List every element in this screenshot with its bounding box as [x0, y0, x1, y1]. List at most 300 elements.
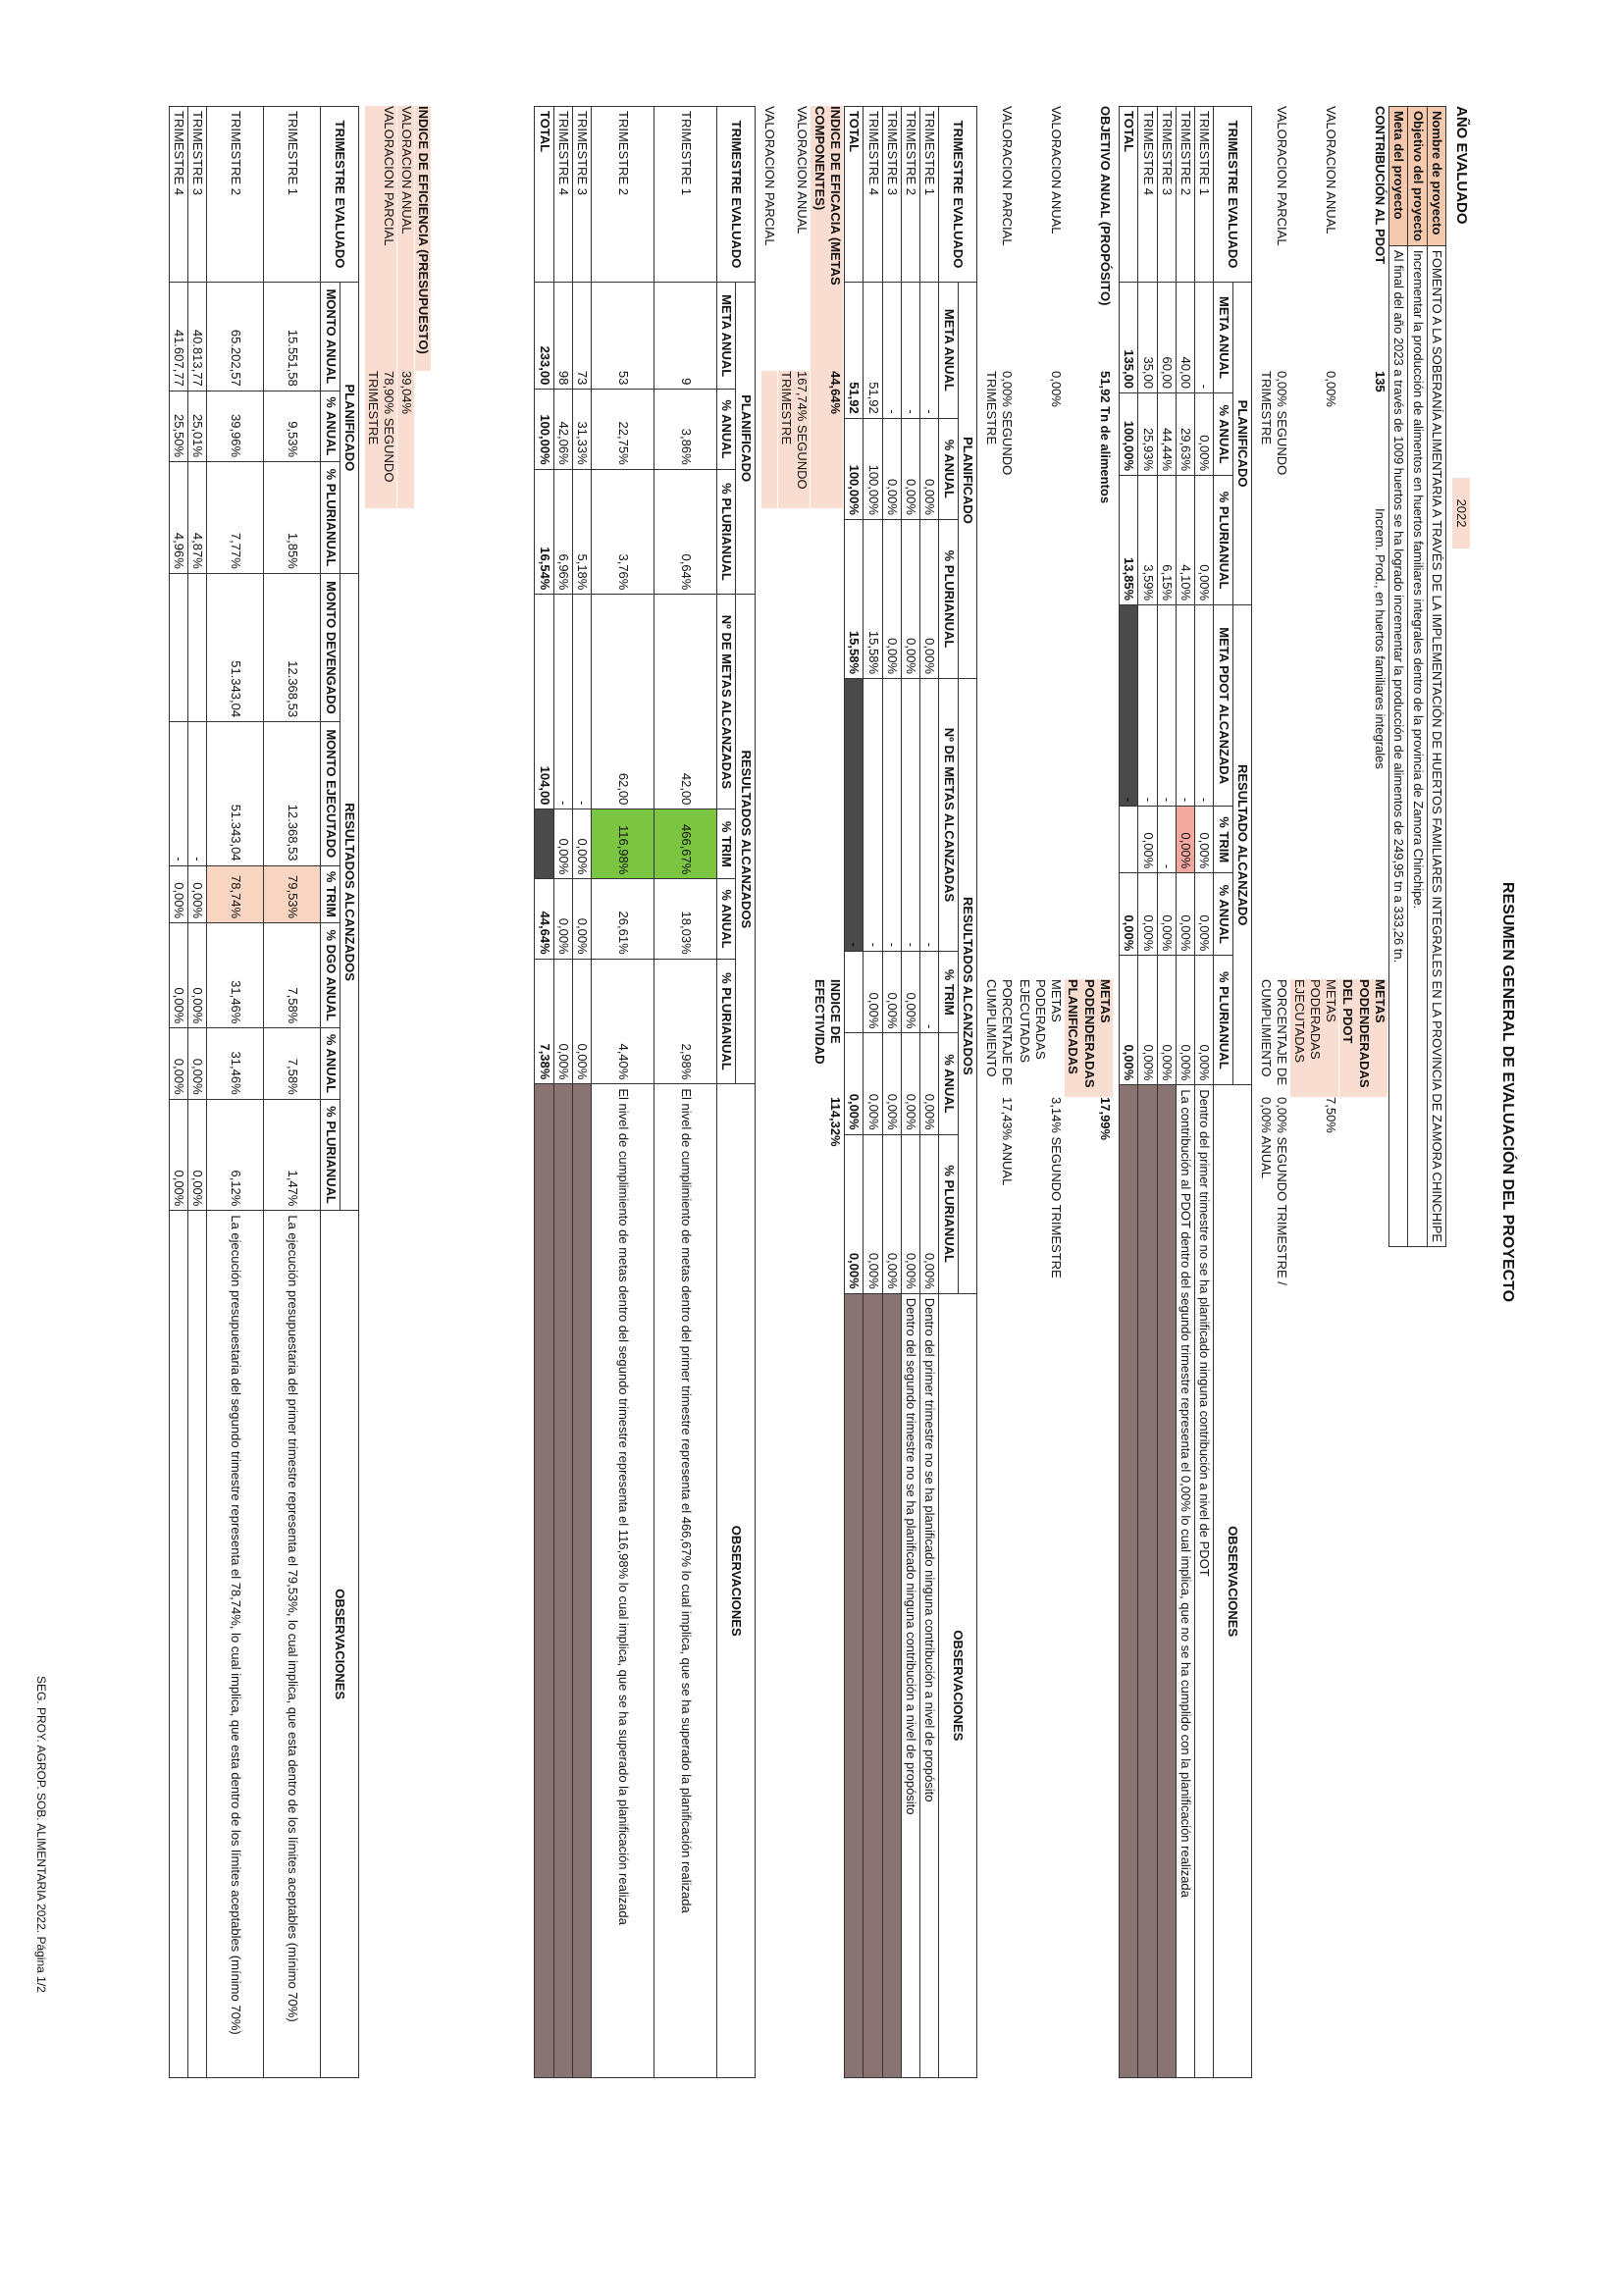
column-header: % TRIM	[717, 809, 736, 879]
table-cell: TRIMESTRE 2	[207, 107, 264, 283]
table-cell: 31,33%	[573, 390, 592, 469]
table-cell: 0,00%	[882, 1033, 901, 1134]
table-cell: La contribución al PDOT dentro del segundo trimestre representa el 0,00% lo cual implica, que no se ha cumplido con la planificación realizada	[1177, 1085, 1195, 2078]
table-row	[902, 107, 920, 2078]
label: OBJETIVO ANUAL (PROPÓSITO)	[1098, 106, 1113, 306]
label: METAS PODENDERADAS PLANIFICADAS	[1065, 979, 1113, 1097]
column-header: % PLURIANUAL	[1214, 956, 1232, 1085]
table-cell: 0,00%	[1138, 873, 1157, 956]
table-cell	[188, 1211, 207, 2078]
table-cell	[1339, 1097, 1387, 1313]
table-cell: 51,92	[845, 283, 864, 419]
table-cell: TRIMESTRE 4	[170, 107, 188, 283]
table-cell	[882, 1293, 901, 2077]
label: 3,14% SEGUNDO TRIMESTRE	[1049, 1097, 1065, 1278]
table-row	[654, 107, 717, 2078]
column-header: % PLURIANUAL	[1214, 476, 1232, 605]
table-cell: 51,92	[864, 283, 882, 419]
table-cell: Dentro del primer trimestre no se ha planificado ninguna contribución a nivel de propósito	[920, 1293, 939, 2077]
table-cell: El nivel de cumplimiento de metas dentro del primer trimestre representa el 466,67% lo cual implica, que se ha superado la planificación realizada	[654, 1084, 717, 2078]
table-cell: 73	[573, 283, 592, 390]
table-cell	[761, 1097, 777, 1313]
table-cell: 0,00%	[188, 923, 207, 1028]
table-cell: 116,98%	[592, 809, 654, 879]
table-cell: 4,96%	[170, 462, 188, 574]
table-cell: 25,50%	[170, 391, 188, 461]
table-cell: 29,63%	[1177, 393, 1195, 476]
column-header: TRIMESTRE EVALUADO	[1214, 107, 1252, 283]
table-row	[553, 107, 572, 2078]
table-row	[170, 107, 188, 2078]
table-cell: 7,38%	[535, 959, 553, 1084]
table-cell: 39,96%	[207, 391, 264, 461]
table-cell	[573, 1084, 592, 2078]
table-cell: 62,00	[592, 595, 654, 809]
table-cell: 42,06%	[553, 390, 572, 469]
eficiencia-table	[169, 106, 359, 2078]
pdot-section	[1119, 106, 1387, 2078]
table-cell: La ejecución presupuestaria del segundo trimestre representa el 78,74%, lo cual implica, que esta dentro de los límites aceptables (mínimo 70%)	[207, 1211, 264, 2078]
table-cell: -	[170, 722, 188, 865]
table-cell: Dentro del primer trimestre no se ha planificado ninguna contribución a nivel de PDOT	[1195, 1085, 1214, 2078]
table-cell	[778, 1097, 811, 1313]
label: VALORACION ANUAL	[398, 106, 414, 371]
table-cell: 100,00%	[845, 418, 864, 519]
label: VALORACION PARCIAL	[365, 106, 397, 371]
column-header: PLANIFICADO	[736, 283, 755, 595]
year-value: 2022	[1452, 478, 1470, 549]
info-key: Meta del proyecto	[1389, 107, 1408, 246]
table-cell	[1157, 1085, 1176, 2078]
objetivo-section	[844, 106, 1113, 2078]
label: INDICE DE EFICACIA (METAS COMPONENTES)	[812, 106, 844, 371]
table-cell	[983, 508, 1016, 979]
table-total-row	[1120, 107, 1138, 2078]
table-cell: 0,00%	[882, 951, 901, 1032]
label: 167,74% SEGUNDO TRIMESTRE	[778, 371, 811, 508]
table-cell	[1138, 1085, 1157, 2078]
column-header: OBSERVACIONES	[939, 1293, 977, 2077]
table-cell	[864, 1293, 882, 2077]
table-cell: 0,00%	[188, 865, 207, 923]
table-cell: 0,00%	[170, 923, 188, 1028]
label: VALORACION PARCIAL	[762, 106, 777, 246]
table-cell: 0,64%	[654, 469, 717, 595]
table-cell: El nivel de cumplimiento de metas dentro del segundo trimestre representa el 116,98% lo cual implica, que se ha superado la planificación realizada	[592, 1084, 654, 2078]
table-cell: 0,00%	[553, 959, 572, 1084]
column-header: META ANUAL	[1214, 283, 1232, 393]
table-cell: 0,00%	[1195, 956, 1214, 1085]
column-header: % ANUAL	[939, 1033, 958, 1134]
table-row	[1195, 107, 1214, 2078]
column-header: % DGO ANUAL	[321, 923, 340, 1028]
column-header: % ANUAL	[939, 418, 958, 519]
column-header: RESULTADO ALCANZADO	[1232, 605, 1251, 1085]
label: VALORACION ANUAL	[1324, 106, 1339, 235]
column-header: PLANIFICADO	[340, 283, 358, 574]
table-total-row	[535, 107, 553, 2078]
table-cell: 1,47%	[264, 1099, 321, 1211]
table-row	[264, 107, 321, 2078]
pdot-summary	[1258, 106, 1387, 2078]
column-header: % PLURIANUAL	[321, 462, 340, 574]
table-cell: -	[920, 283, 939, 419]
table-cell: 53	[592, 283, 654, 390]
column-header: META ANUAL	[939, 283, 958, 419]
table-cell: 0,00%	[573, 959, 592, 1084]
label: 7,50%	[1324, 1097, 1339, 1133]
table-cell: TRIMESTRE 1	[264, 107, 321, 283]
table-cell: 51.343,04	[207, 722, 264, 865]
table-cell: 0,00%	[1120, 873, 1138, 956]
table-cell: 40,00	[1177, 283, 1195, 393]
column-header: Nº DE METAS ALCANZADAS	[717, 595, 736, 809]
table-cell: 7,77%	[207, 462, 264, 574]
table-cell: -	[845, 679, 864, 952]
table-cell: TRIMESTRE 4	[864, 107, 882, 283]
table-cell: -	[1138, 605, 1157, 807]
table-cell: 15,58%	[845, 519, 864, 678]
table-cell	[812, 508, 844, 979]
table-cell: 466,67%	[654, 809, 717, 879]
column-header: TRIMESTRE EVALUADO	[717, 107, 756, 283]
label: 51,92 Tn de alimentos	[1098, 371, 1113, 504]
table-cell: 9	[654, 283, 717, 390]
label: PORCENTAJE DE CUMPLIMIENTO	[984, 979, 1016, 1086]
label: 0,00% SEGUNDO TRIMESTRE	[1259, 371, 1290, 476]
table-cell: TOTAL	[1120, 107, 1138, 283]
pdot-table	[1119, 106, 1252, 2078]
table-row	[1138, 107, 1157, 2078]
table-cell: 16,54%	[535, 469, 553, 595]
label: METAS PODERADAS EJECUTADAS	[1017, 979, 1065, 1063]
table-cell	[170, 573, 188, 721]
column-header: % ANUAL	[717, 390, 736, 469]
table-cell: TRIMESTRE 4	[553, 107, 572, 283]
table-cell: -	[1120, 605, 1138, 807]
column-header: RESULTADOS ALCANZADOS	[736, 595, 755, 1084]
column-header: % PLURIANUAL	[939, 519, 958, 678]
column-header: % PLURIANUAL	[717, 469, 736, 595]
table-cell: 42,00	[654, 595, 717, 809]
table-cell: 0,00%	[188, 1099, 207, 1211]
column-header: % ANUAL	[1214, 873, 1232, 956]
table-cell: TRIMESTRE 3	[573, 107, 592, 283]
table-cell: 0,00%	[1157, 873, 1176, 956]
column-header: % TRIM	[321, 865, 340, 923]
table-cell: 0,00%	[1138, 807, 1157, 873]
column-header: PLANIFICADO	[958, 283, 976, 679]
column-header: OBSERVACIONES	[1214, 1085, 1252, 2078]
table-cell: -	[1157, 807, 1176, 873]
column-header: % ANUAL	[717, 879, 736, 959]
table-cell: -	[1177, 605, 1195, 807]
label	[761, 371, 777, 508]
table-cell: 0,00%	[902, 519, 920, 678]
eficacia-summary	[761, 106, 843, 2078]
label: VALORACION PARCIAL	[1000, 106, 1016, 246]
table-cell: 6,12%	[207, 1099, 264, 1211]
eficiencia-summary	[365, 106, 431, 2078]
table-cell	[535, 1084, 553, 2078]
table-cell: 6,96%	[553, 469, 572, 595]
table-cell: 12.368,53	[264, 722, 321, 865]
label: VALORACION PARCIAL	[1275, 106, 1290, 246]
table-cell: 22,75%	[592, 390, 654, 469]
table-cell: TRIMESTRE 3	[188, 107, 207, 283]
table-cell: 15,58%	[864, 519, 882, 678]
table-cell: -	[902, 679, 920, 952]
table-cell: 13,85%	[1120, 476, 1138, 605]
table-cell: 0,00%	[553, 879, 572, 959]
table-cell: 1,85%	[264, 462, 321, 574]
info-value: FOMENTO A LA SOBERANÍA ALIMENTARIA A TRAVÉS DE LA IMPLEMENTACIÓN DE HUERTOS FAMILIARES INTEGRALES EN LA PROVINCIA DE ZAMORA CHINCHIPE	[1427, 245, 1445, 1246]
table-cell: 100,00%	[1120, 393, 1138, 476]
table-cell	[761, 979, 777, 1097]
table-cell: 15.551,58	[264, 283, 321, 391]
table-cell: 0,00%	[902, 1033, 920, 1134]
table-row	[188, 107, 207, 2078]
table-cell: -	[864, 679, 882, 952]
label: 0,00%	[1324, 371, 1339, 407]
table-cell: -	[553, 595, 572, 809]
table-cell: -	[882, 679, 901, 952]
table-row	[1157, 107, 1176, 2078]
table-cell: 0,00%	[573, 879, 592, 959]
table-cell: 31,46%	[207, 1028, 264, 1099]
table-cell: 0,00%	[1195, 476, 1214, 605]
table-cell: 0,00%	[1177, 873, 1195, 956]
table-cell: 7,58%	[264, 923, 321, 1028]
table-cell: 4,40%	[592, 959, 654, 1084]
column-header: RESULTADOS ALCANZADOS	[340, 573, 358, 1211]
table-cell: 5,18%	[573, 469, 592, 595]
table-row	[1177, 107, 1195, 2078]
label: 114,32%	[828, 1097, 843, 1147]
table-cell: -	[902, 283, 920, 419]
table-cell: 0,00%	[920, 1033, 939, 1134]
table-cell: TRIMESTRE 1	[654, 107, 717, 283]
table-cell: 0,00%	[1120, 956, 1138, 1085]
table-cell: 0,00%	[1157, 956, 1176, 1085]
table-cell	[170, 1211, 188, 2078]
table-row	[864, 107, 882, 2078]
table-cell: 26,61%	[592, 879, 654, 959]
table-cell	[553, 1084, 572, 2078]
table-cell: 0,00%	[1195, 873, 1214, 956]
table-cell: -	[573, 595, 592, 809]
table-cell: 41.607,77	[170, 283, 188, 391]
table-cell: 0,00%	[553, 809, 572, 879]
column-header: PLANIFICADO	[1232, 283, 1251, 605]
label: 0,00%	[1049, 371, 1065, 407]
table-cell: TOTAL	[845, 107, 864, 283]
column-header: Nº DE METAS ALCANZADAS	[939, 679, 958, 952]
table-cell: 6,15%	[1157, 476, 1176, 605]
label: 0,00% SEGUNDO TRIMESTRE	[984, 371, 1016, 476]
table-cell: TRIMESTRE 2	[592, 107, 654, 283]
column-header: RESULTADOS ALCANZADOS	[958, 679, 976, 1294]
table-cell: -	[188, 722, 207, 865]
table-cell: 4,10%	[1177, 476, 1195, 605]
table-cell	[1017, 508, 1065, 979]
column-header: MONTO ANUAL	[321, 283, 340, 391]
table-cell: 0,00%	[920, 1134, 939, 1293]
table-cell: 0,00%	[902, 1134, 920, 1293]
table-cell: 0,00%	[170, 1028, 188, 1099]
table-cell: -	[1195, 283, 1214, 393]
label: METAS PODERADAS EJECUTADAS	[1291, 979, 1339, 1097]
table-cell: -	[920, 951, 939, 1032]
label: PORCENTAJE DE CUMPLIMIENTO	[1259, 979, 1290, 1086]
table-row	[592, 107, 654, 2078]
table-cell: 0,00%	[902, 951, 920, 1032]
table-cell: 0,00%	[573, 809, 592, 879]
page-title: RESUMEN GENERAL DE EVALUACIÓN DEL PROYECTO	[1499, 881, 1516, 1303]
table-cell: 12.368,53	[264, 573, 321, 721]
column-header: % ANUAL	[1214, 393, 1232, 476]
table-cell: 3,86%	[654, 390, 717, 469]
table-cell: 65.202,57	[207, 283, 264, 391]
table-cell: 0,00%	[1138, 956, 1157, 1085]
table-row	[882, 107, 901, 2078]
table-cell: 3,59%	[1138, 476, 1157, 605]
column-header: META PDOT ALCANZADA	[1214, 605, 1232, 807]
table-cell: TRIMESTRE 1	[1195, 107, 1214, 283]
table-cell: 233,00	[535, 283, 553, 390]
label: 17,99%	[1098, 1097, 1113, 1141]
table-cell: Dentro del segundo trimestre no se ha planificado ninguna contribución a nivel de propósito	[902, 1293, 920, 2077]
column-header: META ANUAL	[717, 283, 736, 390]
table-total-row	[845, 107, 864, 2078]
table-cell: 0,00%	[1177, 807, 1195, 873]
label: 44,64%	[812, 371, 844, 508]
table-cell	[778, 508, 811, 979]
table-cell	[1065, 508, 1113, 979]
table-cell: 3,76%	[592, 469, 654, 595]
table-cell: 135,00	[1120, 283, 1138, 393]
table-cell: 0,00%	[882, 1134, 901, 1293]
column-header: % PLURIANUAL	[939, 1134, 958, 1293]
table-cell: 51.343,04	[207, 573, 264, 721]
table-row	[920, 107, 939, 2078]
info-key: Objetivo del proyecto	[1408, 107, 1427, 246]
project-info-table	[1388, 106, 1446, 1247]
table-cell: 0,00%	[920, 519, 939, 678]
table-cell: 2,98%	[654, 959, 717, 1084]
table-cell: 0,00%	[845, 1033, 864, 1134]
label: VALORACION ANUAL	[795, 106, 811, 235]
table-cell: TRIMESTRE 4	[1138, 107, 1157, 283]
table-cell	[778, 979, 811, 1097]
table-cell: 0,00%	[845, 1134, 864, 1293]
objetivo-summary	[983, 106, 1113, 2078]
table-cell: TRIMESTRE 1	[920, 107, 939, 283]
table-cell	[1120, 1085, 1138, 2078]
table-cell	[535, 809, 553, 879]
table-cell: 25,01%	[188, 391, 207, 461]
table-cell: 0,00%	[882, 519, 901, 678]
table-cell: 35,00	[1138, 283, 1157, 393]
label: Increm. Prod., en huertos familiares integrales	[1373, 508, 1387, 769]
page-footer: SEG. PROY. AGROP. SOB. ALIMENTARIA 2022. Página 1/2	[34, 1676, 48, 1993]
eficiencia-section	[169, 106, 431, 2078]
table-cell: TRIMESTRE 2	[1177, 107, 1195, 283]
table-cell: 4,87%	[188, 462, 207, 574]
table-cell	[845, 1293, 864, 2077]
info-value: Al final del año 2023 a través de 1009 huertos se ha logrado incrementar la producción de alimentos de 249,95 tn a 333,26 tn.	[1389, 245, 1408, 1246]
table-cell: 78,74%	[207, 865, 264, 923]
column-header: OBSERVACIONES	[321, 1211, 359, 2078]
table-cell: 100,00%	[535, 390, 553, 469]
eficacia-table	[535, 106, 756, 2078]
column-header: TRIMESTRE EVALUADO	[939, 107, 977, 283]
table-cell: 0,00%	[864, 1134, 882, 1293]
table-row	[207, 107, 264, 2078]
table-cell: TRIMESTRE 2	[902, 107, 920, 283]
eficacia-section	[535, 106, 844, 2078]
table-cell: 0,00%	[188, 1028, 207, 1099]
table-cell: 98	[553, 283, 572, 390]
label: METAS PODENDERADAS DEL PDOT	[1339, 979, 1387, 1097]
table-cell: 0,00%	[882, 418, 901, 519]
table-cell: -	[1157, 605, 1176, 807]
table-cell: 0,00%	[170, 1099, 188, 1211]
table-cell: 0,00%	[1177, 956, 1195, 1085]
column-header: TRIMESTRE EVALUADO	[321, 107, 359, 283]
column-header: OBSERVACIONES	[717, 1084, 756, 2078]
label: 135	[1373, 371, 1387, 392]
table-cell: 18,03%	[654, 879, 717, 959]
table-cell	[188, 573, 207, 721]
table-cell: La ejecución presupuestaria del primer trimestre representa el 79,53%, lo cual implica, que esta dentro de los límites aceptables (mínimo 70%)	[264, 1211, 321, 2078]
table-cell: 100,00%	[864, 418, 882, 519]
table-cell: -	[920, 679, 939, 952]
table-cell: 79,53%	[264, 865, 321, 923]
table-cell	[1291, 508, 1339, 979]
table-cell	[1258, 508, 1290, 979]
year-row	[1451, 106, 1470, 548]
table-cell: 44,44%	[1157, 393, 1176, 476]
objetivo-table	[844, 106, 977, 2078]
table-cell: 0,00%	[1195, 393, 1214, 476]
column-header: MONTO DEVENGADO	[321, 573, 340, 721]
table-cell: 0,00%	[920, 418, 939, 519]
info-value: Incrementar la producción de alimentos en huertos familiares integrales dentro de la provincia de Zamora Chinchipe.	[1408, 245, 1427, 1246]
label: 78,90% SEGUNDO TRIMESTRE	[365, 371, 397, 508]
info-key: Nombre de proyecto	[1427, 107, 1445, 246]
table-cell: 0,00%	[864, 1033, 882, 1134]
column-header: % TRIM	[939, 951, 958, 1032]
year-label: AÑO EVALUADO	[1453, 106, 1470, 225]
table-cell	[1120, 807, 1138, 873]
label: INDICE DE EFICIENCIA (PRESUPUESTO)	[415, 106, 431, 371]
table-cell	[415, 371, 431, 508]
table-cell: 60,00	[1157, 283, 1176, 393]
table-cell: 40.813,77	[188, 283, 207, 391]
label: 0,00% SEGUNDO TRIMESTRE / 0,00% ANUAL	[1259, 1097, 1290, 1285]
column-header: % TRIM	[1214, 807, 1232, 873]
table-cell	[761, 508, 777, 979]
table-cell: 7,58%	[264, 1028, 321, 1099]
table-cell: TOTAL	[535, 107, 553, 283]
column-header: % PLURIANUAL	[717, 959, 736, 1084]
table-cell: 0,00%	[864, 951, 882, 1032]
column-header: % ANUAL	[321, 1028, 340, 1099]
table-cell: 0,00%	[902, 418, 920, 519]
label: 39,04%	[398, 371, 414, 508]
table-cell: 0,00%	[1195, 807, 1214, 873]
